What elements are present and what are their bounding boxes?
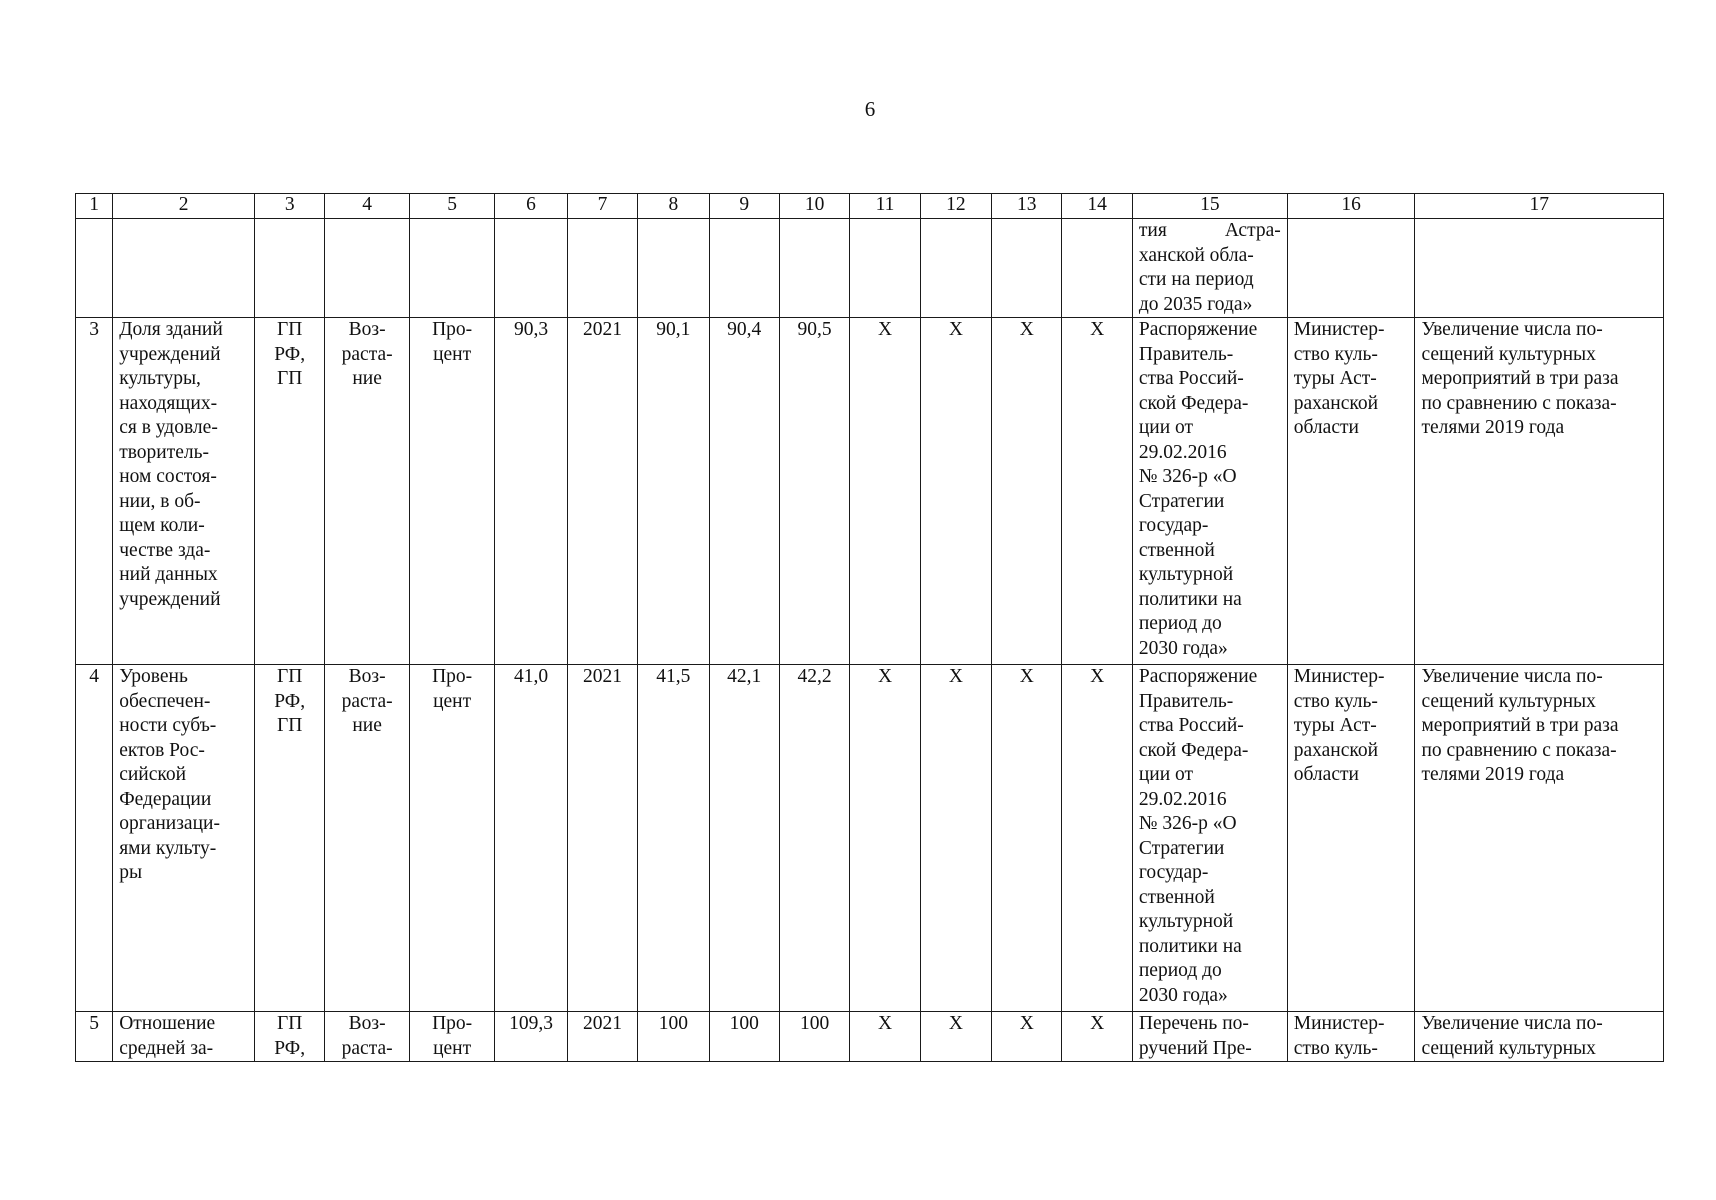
source-document-line: период до <box>1138 613 1222 634</box>
header-cell-3: 3 <box>255 194 325 219</box>
header-cell-4: 4 <box>325 194 409 219</box>
responsible-body <box>1287 665 1415 1012</box>
indicator-level-line: ГП <box>277 1013 303 1034</box>
cell-10 <box>779 219 849 318</box>
linked-goal-line: сещений культурных <box>1421 343 1596 365</box>
base-value: 41,0 <box>495 665 567 1012</box>
header-cell-8: 8 <box>638 194 709 219</box>
base-year: 2021 <box>567 1012 637 1062</box>
indicator-name-line: ектов Рос- <box>119 739 205 761</box>
base-year: 2021 <box>567 318 637 665</box>
indicator-trend <box>325 318 409 665</box>
source-document-line: Распоряжение <box>1138 319 1258 340</box>
page-number: 6 <box>864 97 876 121</box>
source-document-line: ской Федера- <box>1138 739 1249 761</box>
header-cell-11: 11 <box>850 194 920 219</box>
row-number: 4 <box>76 665 113 1012</box>
cell-13 <box>992 219 1062 318</box>
indicator-name <box>113 1012 255 1062</box>
table-row <box>76 318 1664 665</box>
cell-14 <box>1062 219 1132 318</box>
cell-6 <box>495 219 567 318</box>
linked-goal-line: сещений культурных <box>1421 1037 1596 1059</box>
indicator-name-line: находящих- <box>119 392 218 414</box>
unit-of-measure <box>409 665 494 1012</box>
header-cell-13: 13 <box>992 194 1062 219</box>
table-row <box>76 665 1664 1012</box>
indicator-name-line: ся в удовле- <box>119 417 218 438</box>
indicator-trend-line: Воз- <box>348 319 386 340</box>
header-cell-2: 2 <box>113 194 255 219</box>
indicator-name-line: Уровень <box>119 666 188 687</box>
row-number: 3 <box>76 318 113 665</box>
indicator-name-line: Федерации <box>119 788 212 810</box>
cell-1 <box>76 219 113 318</box>
indicator-name <box>113 318 255 665</box>
value-col-12: Х <box>920 1012 991 1062</box>
indicator-level-line: ГП <box>277 319 303 340</box>
value-col-11: Х <box>850 665 920 1012</box>
header-cell-5: 5 <box>409 194 494 219</box>
indicator-name-line: Доля зданий <box>119 319 223 340</box>
indicator-name-line: учреждений <box>119 343 221 365</box>
responsible-body-line: Министер- <box>1293 319 1385 340</box>
unit-of-measure-line: цент <box>433 1037 472 1059</box>
indicator-trend-line: раста- <box>341 343 393 365</box>
linked-goal-line: Увеличение числа по- <box>1421 1013 1603 1034</box>
value-col-14: Х <box>1062 318 1132 665</box>
source-document-line: ции от <box>1138 764 1194 785</box>
header-cell-16: 16 <box>1287 194 1415 219</box>
value-col-10: 90,5 <box>779 318 849 665</box>
source-document-line: политики на <box>1138 588 1242 610</box>
value-col-10: 100 <box>779 1012 849 1062</box>
value-col-11: Х <box>850 318 920 665</box>
unit-of-measure-line: цент <box>433 690 472 712</box>
table-row <box>76 1012 1664 1062</box>
source-document-line: 2030 года» <box>1138 984 1228 1006</box>
cont-document-cell <box>1132 219 1287 318</box>
responsible-body-line: области <box>1293 764 1359 785</box>
base-year: 2021 <box>567 665 637 1012</box>
value-col-13: Х <box>992 1012 1062 1062</box>
source-document-line: № 326-р «О <box>1138 466 1237 487</box>
source-document-line: государ- <box>1138 515 1209 536</box>
responsible-body-line: Министер- <box>1293 1013 1385 1034</box>
value-col-9: 42,1 <box>709 665 779 1012</box>
source-document-line: Стратегии <box>1138 837 1225 859</box>
indicator-name-line: ний данных <box>119 564 218 585</box>
cell-8 <box>638 219 709 318</box>
source-document-line: ственной <box>1138 886 1215 908</box>
indicator-name-line: учреждений <box>119 588 221 610</box>
unit-of-measure-line: цент <box>433 343 472 365</box>
indicator-name-line: сийской <box>119 764 187 785</box>
source-document-line: ственной <box>1138 539 1215 561</box>
source-document <box>1132 318 1287 665</box>
header-cell-7: 7 <box>567 194 637 219</box>
cell-4 <box>325 219 409 318</box>
indicator-level-line: ГП <box>277 666 303 687</box>
value-col-8: 41,5 <box>638 665 709 1012</box>
header-cell-14: 14 <box>1062 194 1132 219</box>
continuation-row <box>76 219 1664 318</box>
header-cell-6: 6 <box>495 194 567 219</box>
linked-goal <box>1415 1012 1664 1062</box>
responsible-body-line: Министер- <box>1293 666 1385 687</box>
responsible-body-line: туры Аст- <box>1293 715 1377 736</box>
responsible-body <box>1287 318 1415 665</box>
value-col-14: Х <box>1062 1012 1132 1062</box>
linked-goal-line: сещений культурных <box>1421 690 1596 712</box>
indicator-name <box>113 665 255 1012</box>
source-document-line: 29.02.2016 <box>1138 788 1227 810</box>
indicator-name-line: организаци- <box>119 813 220 834</box>
cont-line: до 2035 года» <box>1138 293 1253 315</box>
responsible-body-line: области <box>1293 417 1359 438</box>
responsible-body-line: ство куль- <box>1293 690 1378 712</box>
indicator-name-line: обеспечен- <box>119 690 211 712</box>
indicator-name-line: ры <box>119 862 143 883</box>
indicator-name-line: ности субъ- <box>119 715 217 736</box>
indicator-level-line: ГП <box>277 715 303 736</box>
linked-goal <box>1415 665 1664 1012</box>
source-document-line: 29.02.2016 <box>1138 441 1227 463</box>
indicator-level <box>255 318 325 665</box>
responsible-body-line: ство куль- <box>1293 343 1378 365</box>
source-document <box>1132 1012 1287 1062</box>
header-cell-1: 1 <box>76 194 113 219</box>
source-document-line: культурной <box>1138 564 1234 585</box>
indicator-trend <box>325 1012 409 1062</box>
unit-of-measure <box>409 1012 494 1062</box>
indicator-name-line: нии, в об- <box>119 490 201 512</box>
cont-line: сти на период <box>1138 269 1254 290</box>
indicator-trend-line: раста- <box>341 690 393 712</box>
cell-11 <box>850 219 920 318</box>
indicator-name-line: ями культу- <box>119 837 217 859</box>
base-value: 109,3 <box>495 1012 567 1062</box>
responsible-body-line: раханской <box>1293 739 1379 761</box>
indicator-name-line: ном состоя- <box>119 466 217 487</box>
source-document-line: политики на <box>1138 935 1242 957</box>
responsible-body-line: туры Аст- <box>1293 368 1377 389</box>
linked-goal-line: Увеличение числа по- <box>1421 319 1603 340</box>
source-document-line: культурной <box>1138 911 1234 932</box>
unit-of-measure-line: Про- <box>432 1013 473 1034</box>
unit-of-measure-line: Про- <box>432 666 473 687</box>
source-document-line: период до <box>1138 960 1222 981</box>
cont-line: тия Астра- <box>1138 220 1281 241</box>
value-col-14: Х <box>1062 665 1132 1012</box>
indicator-level-line: РФ, <box>274 1037 306 1059</box>
cell-2 <box>113 219 255 318</box>
header-cell-17: 17 <box>1415 194 1664 219</box>
cell-17 <box>1415 219 1664 318</box>
responsible-body-line: ство куль- <box>1293 1037 1378 1059</box>
cell-5 <box>409 219 494 318</box>
value-col-13: Х <box>992 318 1062 665</box>
cell-16 <box>1287 219 1415 318</box>
indicator-trend-line: раста- <box>341 1037 393 1059</box>
header-row <box>76 194 1664 219</box>
source-document-line: ства Россий- <box>1138 368 1244 389</box>
value-col-9: 90,4 <box>709 318 779 665</box>
source-document-line: ции от <box>1138 417 1194 438</box>
indicator-trend-line: ние <box>352 368 382 389</box>
linked-goal-line: по сравнению с показа- <box>1421 739 1617 761</box>
source-document <box>1132 665 1287 1012</box>
unit-of-measure-line: Про- <box>432 319 473 340</box>
responsible-body-line: раханской <box>1293 392 1379 414</box>
value-col-10: 42,2 <box>779 665 849 1012</box>
source-document-line: 2030 года» <box>1138 637 1228 659</box>
value-col-9: 100 <box>709 1012 779 1062</box>
source-document-line: государ- <box>1138 862 1209 883</box>
value-col-13: Х <box>992 665 1062 1012</box>
base-value: 90,3 <box>495 318 567 665</box>
header-cell-15: 15 <box>1132 194 1287 219</box>
source-document-line: Правитель- <box>1138 690 1234 712</box>
value-col-11: Х <box>850 1012 920 1062</box>
value-col-12: Х <box>920 318 991 665</box>
cell-12 <box>920 219 991 318</box>
cell-7 <box>567 219 637 318</box>
linked-goal-line: мероприятий в три раза <box>1421 715 1619 736</box>
indicator-name-line: Отношение <box>119 1013 216 1034</box>
value-col-8: 90,1 <box>638 318 709 665</box>
linked-goal <box>1415 318 1664 665</box>
cont-line: ханской обла- <box>1138 244 1254 266</box>
indicator-trend <box>325 665 409 1012</box>
unit-of-measure <box>409 318 494 665</box>
indicator-level-line: ГП <box>277 368 303 389</box>
source-document-line: Распоряжение <box>1138 666 1258 687</box>
indicator-name-line: культуры, <box>119 368 201 389</box>
linked-goal-line: по сравнению с показа- <box>1421 392 1617 414</box>
source-document-line: Стратегии <box>1138 490 1225 512</box>
source-document-line: № 326-р «О <box>1138 813 1237 834</box>
responsible-body <box>1287 1012 1415 1062</box>
source-document-line: Правитель- <box>1138 343 1234 365</box>
indicator-trend-line: Воз- <box>348 666 386 687</box>
source-document-line: ства Россий- <box>1138 715 1244 736</box>
indicator-trend-line: Воз- <box>348 1013 386 1034</box>
source-document-line: Перечень по- <box>1138 1013 1249 1034</box>
header-cell-9: 9 <box>709 194 779 219</box>
linked-goal-line: Увеличение числа по- <box>1421 666 1603 687</box>
cell-9 <box>709 219 779 318</box>
indicator-name-line: щем коли- <box>119 515 205 536</box>
linked-goal-line: мероприятий в три раза <box>1421 368 1619 389</box>
indicator-level <box>255 665 325 1012</box>
indicator-level <box>255 1012 325 1062</box>
header-cell-12: 12 <box>920 194 991 219</box>
indicator-name-line: творитель- <box>119 441 210 463</box>
indicator-level-line: РФ, <box>274 690 306 712</box>
indicator-trend-line: ние <box>352 715 382 736</box>
indicators-table <box>75 193 1664 1062</box>
value-col-8: 100 <box>638 1012 709 1062</box>
linked-goal-line: телями 2019 года <box>1421 764 1565 785</box>
source-document-line: ручений Пре- <box>1138 1037 1252 1059</box>
source-document-line: ской Федера- <box>1138 392 1249 414</box>
indicator-name-line: честве зда- <box>119 539 211 561</box>
linked-goal-line: телями 2019 года <box>1421 417 1565 438</box>
value-col-12: Х <box>920 665 991 1012</box>
cell-3 <box>255 219 325 318</box>
indicator-level-line: РФ, <box>274 343 306 365</box>
header-cell-10: 10 <box>779 194 849 219</box>
indicator-name-line: средней за- <box>119 1037 214 1059</box>
row-number: 5 <box>76 1012 113 1062</box>
